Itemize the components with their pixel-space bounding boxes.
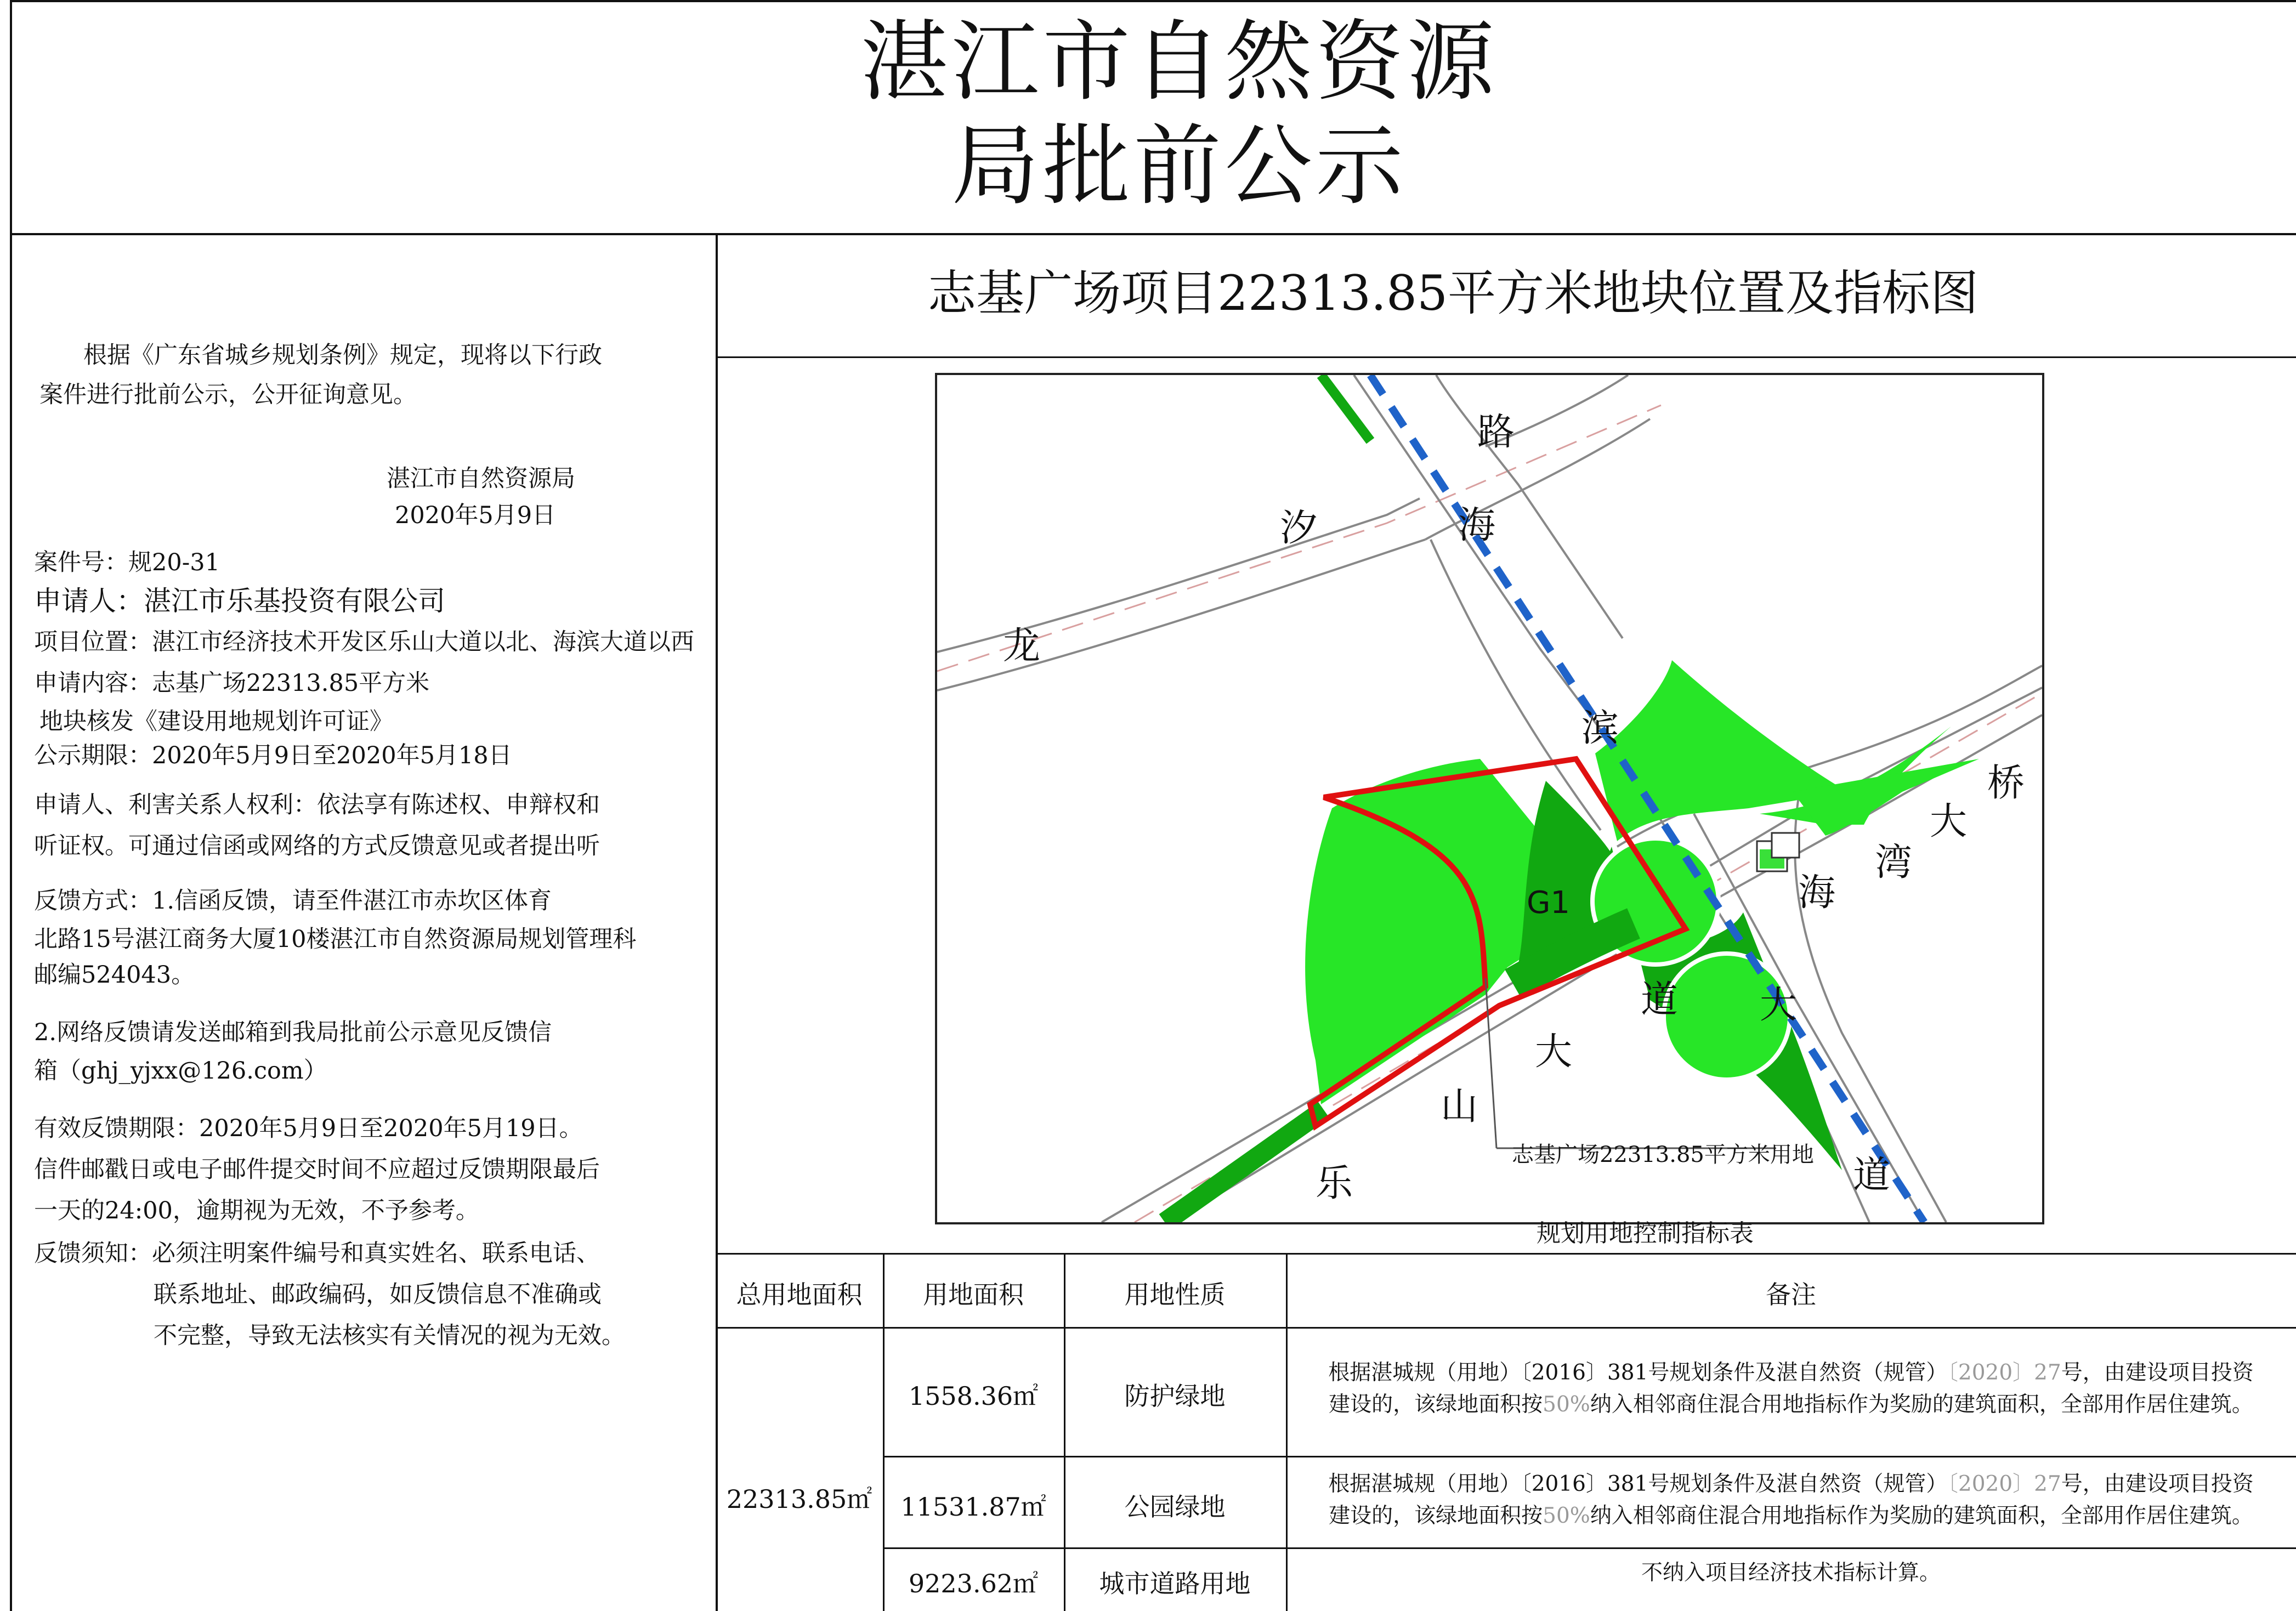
road-label: 汐 [1280, 507, 1318, 550]
table-header: 总用地面积 [736, 1280, 863, 1309]
frame-left [10, 0, 12, 1611]
road-label: 大 [1760, 984, 1798, 1027]
publicity-period: 公示期限：2020年5月9日至2020年5月18日 [34, 742, 512, 769]
table-cell-type: 公园绿地 [1124, 1492, 1226, 1522]
project-location: 项目位置：湛江市经济技术开发区乐山大道以北、海滨大道以西 [34, 628, 694, 656]
road-label: 大 [1535, 1030, 1573, 1074]
feedback-method: 邮编524043。 [34, 961, 195, 989]
road-label: 滨 [1581, 707, 1619, 750]
online-feedback: 箱（ghj_yjxx@126.com） [34, 1057, 327, 1085]
feedback-notes: 反馈须知：必须注明案件编号和真实姓名、联系电话、 [34, 1240, 600, 1267]
table-header: 用地性质 [1124, 1280, 1226, 1309]
table-cell-area: 9223.62㎡ [908, 1569, 1039, 1598]
road-label: 山 [1441, 1085, 1478, 1128]
column-divider [716, 233, 718, 1611]
table-rule [716, 1253, 2296, 1255]
table-cell-note: 不纳入项目经济技术指标计算。 [1641, 1561, 1941, 1585]
table-cell-note: 根据湛城规（用地）〔2016〕381号规划条件及湛自然资（规管）〔2020〕27号，由建设项目投资 建设的，该绿地面积按50%纳入相邻商住混合用地指标作为奖励的建筑面积，全部用作居住建筑。 [1328, 1472, 2254, 1528]
road-label: 大 [1930, 800, 1968, 843]
road-label: 桥 [1987, 762, 2025, 805]
total-area: 22313.85㎡ [726, 1484, 872, 1514]
table-cell-area: 1558.36㎡ [908, 1381, 1039, 1411]
table-cell-type: 城市道路用地 [1099, 1569, 1251, 1598]
table-rule [716, 1327, 2296, 1329]
table-header: 备注 [1766, 1280, 1816, 1309]
road-label: 道 [1853, 1154, 1891, 1197]
feedback-deadline: 信件邮戳日或电子邮件提交时间不应超过反馈期限最后 [34, 1156, 600, 1183]
parcel-callout: 志基广场22313.85平方米用地 [1512, 1142, 1814, 1167]
table-cell-note: 根据湛城规（用地）〔2016〕381号规划条件及湛自然资（规管）〔2020〕27号，由建设项目投资 建设的，该绿地面积按50%纳入相邻商住混合用地指标作为奖励的建筑面积，全部用作居住建筑。 [1328, 1360, 2254, 1417]
road-label: 海 [1798, 871, 1836, 915]
parcel-label: G1 [1527, 885, 1571, 921]
map-title: 志基广场项目22313.85平方米地块位置及指标图 [928, 265, 1978, 321]
location-map [935, 373, 2044, 1224]
table-cell-area: 11531.87㎡ [900, 1492, 1046, 1522]
case-number: 案件号：规20-31 [34, 549, 220, 576]
road-label: 龙 [1003, 625, 1041, 668]
road-label: 乐 [1316, 1162, 1353, 1205]
map-title-divider [716, 356, 2296, 358]
rights-text: 申请人、利害关系人权利：依法享有陈述权、申辩权和 [34, 791, 600, 819]
application-content: 申请内容：志基广场22313.85平方米 [34, 670, 430, 697]
frame-top [10, 0, 2296, 2]
online-feedback: 2.网络反馈请发送邮箱到我局批前公示意见反馈信 [34, 1019, 552, 1046]
feedback-deadline: 一天的24:00，逾期视为无效，不予参考。 [34, 1197, 479, 1224]
table-rule [883, 1547, 2296, 1549]
feedback-notes: 联系地址、邮政编码，如反馈信息不准确或 [154, 1281, 602, 1308]
road-label: 道 [1641, 978, 1679, 1022]
road-label: 湾 [1875, 841, 1913, 884]
feedback-notes: 不完整，导致无法核实有关情况的视为无效。 [154, 1322, 625, 1349]
issuer: 湛江市自然资源局 [387, 465, 575, 492]
feedback-method: 反馈方式：1.信函反馈，请至件湛江市赤坎区体育 [34, 887, 552, 915]
table-header: 用地面积 [923, 1280, 1024, 1309]
applicant: 申请人：湛江市乐基投资有限公司 [34, 585, 445, 617]
header-divider [10, 233, 2296, 235]
issue-date: 2020年5月9日 [395, 502, 556, 529]
table-rule [883, 1456, 2296, 1457]
application-content: 地块核发《建设用地规划许可证》 [39, 708, 393, 735]
intro-text: 根据《广东省城乡规划条例》规定，现将以下行政 [83, 342, 602, 369]
table-caption: 规划用地控制指标表 [1537, 1219, 1754, 1247]
page-title: 湛江市自然资源局批前公示 [860, 10, 1498, 217]
feedback-deadline: 有效反馈期限：2020年5月9日至2020年5月19日。 [34, 1115, 583, 1142]
table-cell-type: 防护绿地 [1124, 1381, 1226, 1411]
rights-text: 听证权。可通过信函或网络的方式反馈意见或者提出听 [34, 832, 600, 860]
road-label: 海 [1458, 504, 1496, 547]
feedback-method: 北路15号湛江商务大厦10楼湛江市自然资源局规划管理科 [34, 926, 637, 953]
intro-text: 案件进行批前公示，公开征询意见。 [39, 381, 417, 409]
road-label: 路 [1477, 411, 1515, 454]
